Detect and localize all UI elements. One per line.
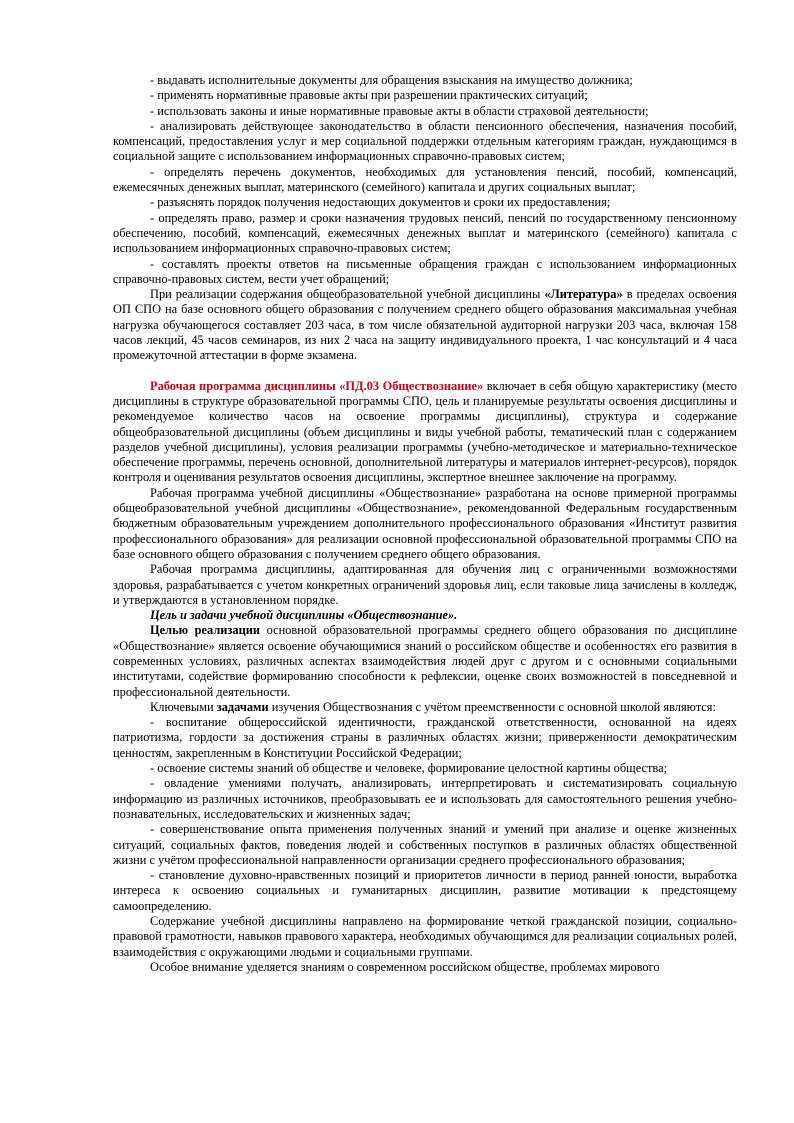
- content-paragraph: Особое внимание уделяется знаниям о современном российском обществе, проблемах мирового: [150, 959, 660, 974]
- content-paragraph: Содержание учебной дисциплины направлено на формирование четкой гражданской позиции, социально-правовой грамотности, навыков правового характера, необходимых обучающимся для реализации социальных ролей, взаимодействия с окружающими людьми и социальными группами.: [113, 914, 737, 959]
- paragraph-text: изучения Обществознания с учётом преемственности с основной школой являются:: [268, 699, 716, 714]
- skill-item: - разъяснять порядок получения недостающих документов и сроки их предоставления;: [150, 195, 611, 210]
- program-overview-paragraph: [113, 379, 737, 486]
- skill-item: - составлять проекты ответов на письменные обращения граждан с использованием информационных справочно-правовых систем, вести учет обращений;: [113, 256, 737, 286]
- paragraph-text: основной образовательной программы среднего общего образования по дисциплине «Обществознание» является освоение обучающимися знаний о российском обществе и особенностях его развития в современных условиях, различных аспектах взаимодействия людей друг с другом и с основными социальными институтами, содействие формированию способности к рефлексии, оценке своих возможностей в повседневной и профессиональной деятельности.: [113, 623, 737, 699]
- program-basis-paragraph: Рабочая программа учебной дисциплины «Обществознание» разработана на основе примерной программы общеобразовательной учебной дисциплины «Обществознание», рекомендованной Федеральным государственным бюджетным образовательным учреждением дополнительного профессионального образования «Институт развития профессионального образования» для реализации основной профессиональной образовательной программы СПО на базе основного общего образования с получением среднего общего образования.: [113, 485, 737, 561]
- paragraph-text: При реализации содержания общеобразовательной учебной дисциплины: [150, 287, 545, 302]
- section-spacer: [113, 364, 737, 379]
- paragraph-text: в пределах освоения ОП СПО на базе основного общего образования с получением среднего общего образования максимальная учебная нагрузка обучающегося составляет 203 часа, в том числе обязательной аудиторной нагрузки 203 часа, включая 158 часов лекций, 45 часов семинаров, из них 2 часа на защиту индивидуального проекта, 1 час консультаций и 4 часа промежуточной аттестации в форме экзамена.: [113, 287, 737, 363]
- skill-item: - определять перечень документов, необходимых для установления пенсий, пособий, компенсаций, ежемесячных денежных выплат, материнского (семейного) капитала и других социальных выплат;: [113, 164, 737, 195]
- goal-paragraph: [113, 623, 737, 699]
- task-item: - становление духовно-нравственных позиций и приоритетов личности в период ранней юности, выработка интереса к освоению социальных и гуманитарных дисциплин, развитие мотивации к предстоящему самоопределению.: [113, 868, 737, 913]
- task-item: - воспитание общероссийской идентичности, гражданской ответственности, основанной на идеях патриотизма, гордости за достижения страны в различных областях жизни; приверженности демократическим ценностям, закрепленным в Конституции Российской Федерации;: [113, 715, 737, 760]
- discipline-name: «Литература»: [544, 287, 623, 302]
- adapted-program-paragraph: Рабочая программа дисциплины, адаптированная для обучения лиц с ограниченными возможностями здоровья, разрабатывается с учетом конкретных ограничений здоровья лиц, если таковые лица зачислены в колледж, и утверждаются в установленном порядке.: [113, 562, 737, 607]
- goal-term: Целью реализации: [150, 623, 261, 638]
- task-item: - овладение умениями получать, анализировать, интерпретировать и систематизировать социальную информацию из различных источников, преобразовывать ее и использовать для самостоятельного решения учебно-познавательных, исследовательских и жизненных задач;: [113, 776, 737, 821]
- paragraph-text: Ключевыми: [150, 699, 217, 714]
- program-title: Рабочая программа дисциплины «ПД.03 Обществознание»: [150, 378, 484, 393]
- skill-item: - использовать законы и иные нормативные правовые акты в области страховой деятельности;: [150, 103, 649, 118]
- task-item: - совершенствование опыта применения полученных знаний и умений при анализе и оценке жизненных ситуаций, социальных фактов, поведения людей и собственных поступков в различных областях общественной жизни с учётом профессиональной направленности организации среднего профессионального образования;: [113, 822, 737, 867]
- tasks-term: задачами: [216, 699, 269, 714]
- tasks-intro-paragraph: [113, 700, 737, 715]
- section-heading: Цель и задачи учебной дисциплины «Обществознание».: [150, 608, 458, 623]
- skill-item: - выдавать исполнительные документы для обращения взыскания на имущество должника;: [150, 73, 633, 87]
- skill-item: - применять нормативные правовые акты при разрешении практических ситуаций;: [150, 88, 588, 103]
- skill-item: - определять право, размер и сроки назначения трудовых пенсий, пенсий по государственному пенсионному обеспечению, пособий, компенсаций, ежемесячных денежных выплат и материнского (семейного) капитала с использованием информационных справочно-правовых систем;: [113, 210, 737, 256]
- skill-item: - анализировать действующее законодательство в области пенсионного обеспечения, назначения пособий, компенсаций, предоставления услуг и мер социальной поддержки отдельным категориям граждан, нуждающимся в социальной защите с использованием информационных справочно-правовых систем;: [113, 118, 737, 164]
- paragraph-text: включает в себя общую характеристику (место дисциплины в структуре образовательной программы СПО, цель и планируемые результаты освоения дисциплины и рекомендуемое количество часов на освоение программы дисциплины), структура и содержание общеобразовательной дисциплины (объем дисциплины и виды учебной работы, тематический план с содержанием разделов учебной дисциплины), условия реализации программы (учебно-методическое и материально-техническое обеспечение программы, перечень основной, дополнительной литературы и материалов интернет-ресурсов), порядок контроля и оценивания результатов освоения дисциплины, экспертное внешнее заключение на программу.: [113, 378, 737, 485]
- literature-hours-paragraph: [113, 287, 737, 363]
- task-item: - освоение системы знаний об обществе и человеке, формирование целостной картины общества;: [150, 761, 668, 776]
